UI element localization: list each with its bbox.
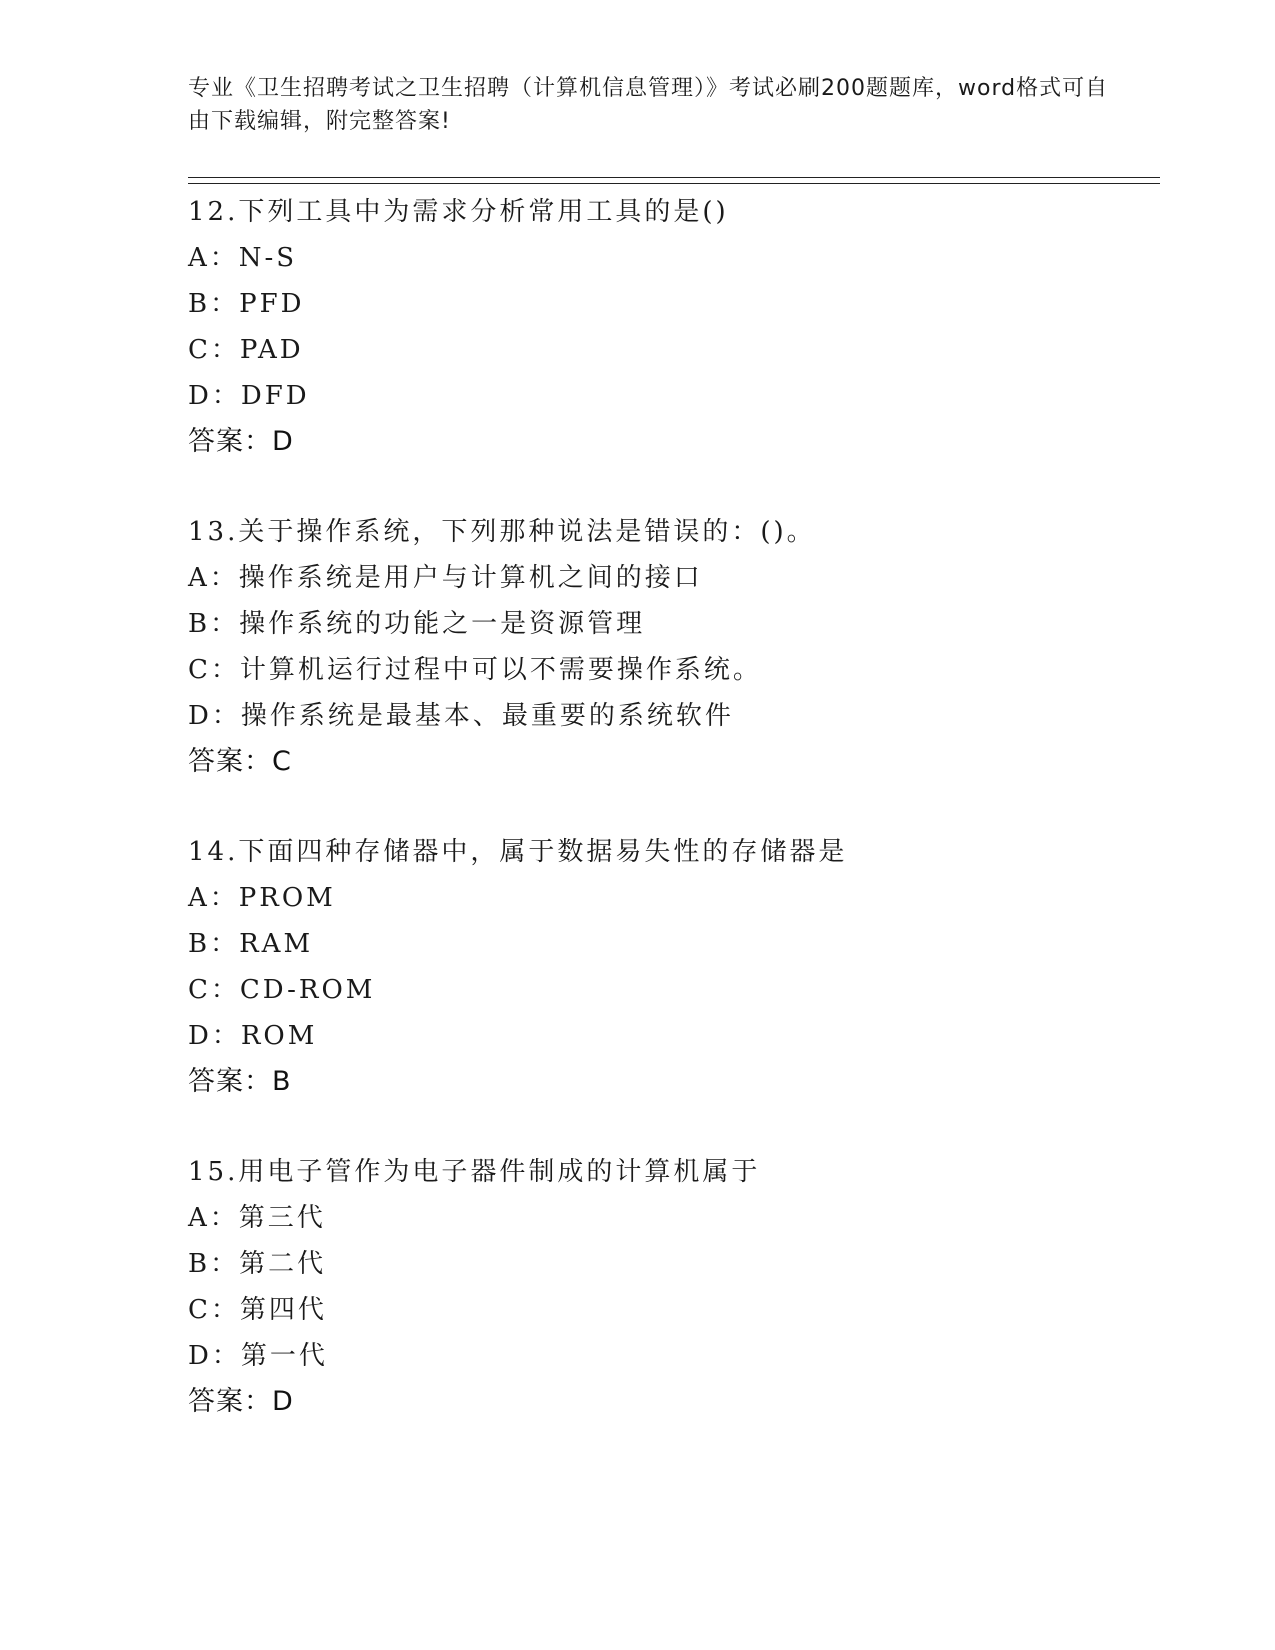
option-b: B：RAM [188, 929, 314, 959]
option-d: D：DFD [188, 381, 310, 411]
option-d: D：操作系统是最基本、最重要的系统软件 [188, 701, 734, 731]
question-12 [188, 189, 1148, 465]
question-stem: 12.下列工具中为需求分析常用工具的是() [188, 197, 729, 227]
header-divider-top [188, 177, 1160, 178]
option-a: A：操作系统是用户与计算机之间的接口 [188, 563, 703, 593]
question-stem: 15.用电子管作为电子器件制成的计算机属于 [188, 1157, 761, 1187]
question-stem: 14.下面四种存储器中，属于数据易失性的存储器是 [188, 837, 848, 867]
question-14 [188, 829, 1148, 1105]
answer-line: 答案：C [188, 746, 292, 777]
option-c: C：计算机运行过程中可以不需要操作系统。 [188, 655, 762, 685]
answer-line: 答案：D [188, 426, 294, 457]
option-c: C：CD-ROM [188, 975, 376, 1005]
option-d: D：ROM [188, 1021, 318, 1051]
option-b: B：操作系统的功能之一是资源管理 [188, 609, 646, 639]
question-15 [188, 1149, 1148, 1425]
option-c: C：PAD [188, 335, 304, 365]
option-b: B：第二代 [188, 1249, 327, 1279]
option-d: D：第一代 [188, 1341, 328, 1371]
header-divider-bottom [188, 183, 1160, 184]
question-stem: 13.关于操作系统，下列那种说法是错误的：()。 [188, 517, 816, 547]
option-a: A：第三代 [188, 1203, 326, 1233]
answer-line: 答案：D [188, 1386, 294, 1417]
document-header: 专业《卫生招聘考试之卫生招聘（计算机信息管理）》考试必刷200题题库，word格式可自由下载编辑，附完整答案! [188, 76, 1109, 134]
option-a: A：PROM [188, 883, 336, 913]
option-c: C：第四代 [188, 1295, 327, 1325]
question-13 [188, 509, 1148, 785]
option-b: B：PFD [188, 289, 305, 319]
answer-line: 答案：B [188, 1066, 292, 1097]
option-a: A：N-S [188, 243, 298, 273]
